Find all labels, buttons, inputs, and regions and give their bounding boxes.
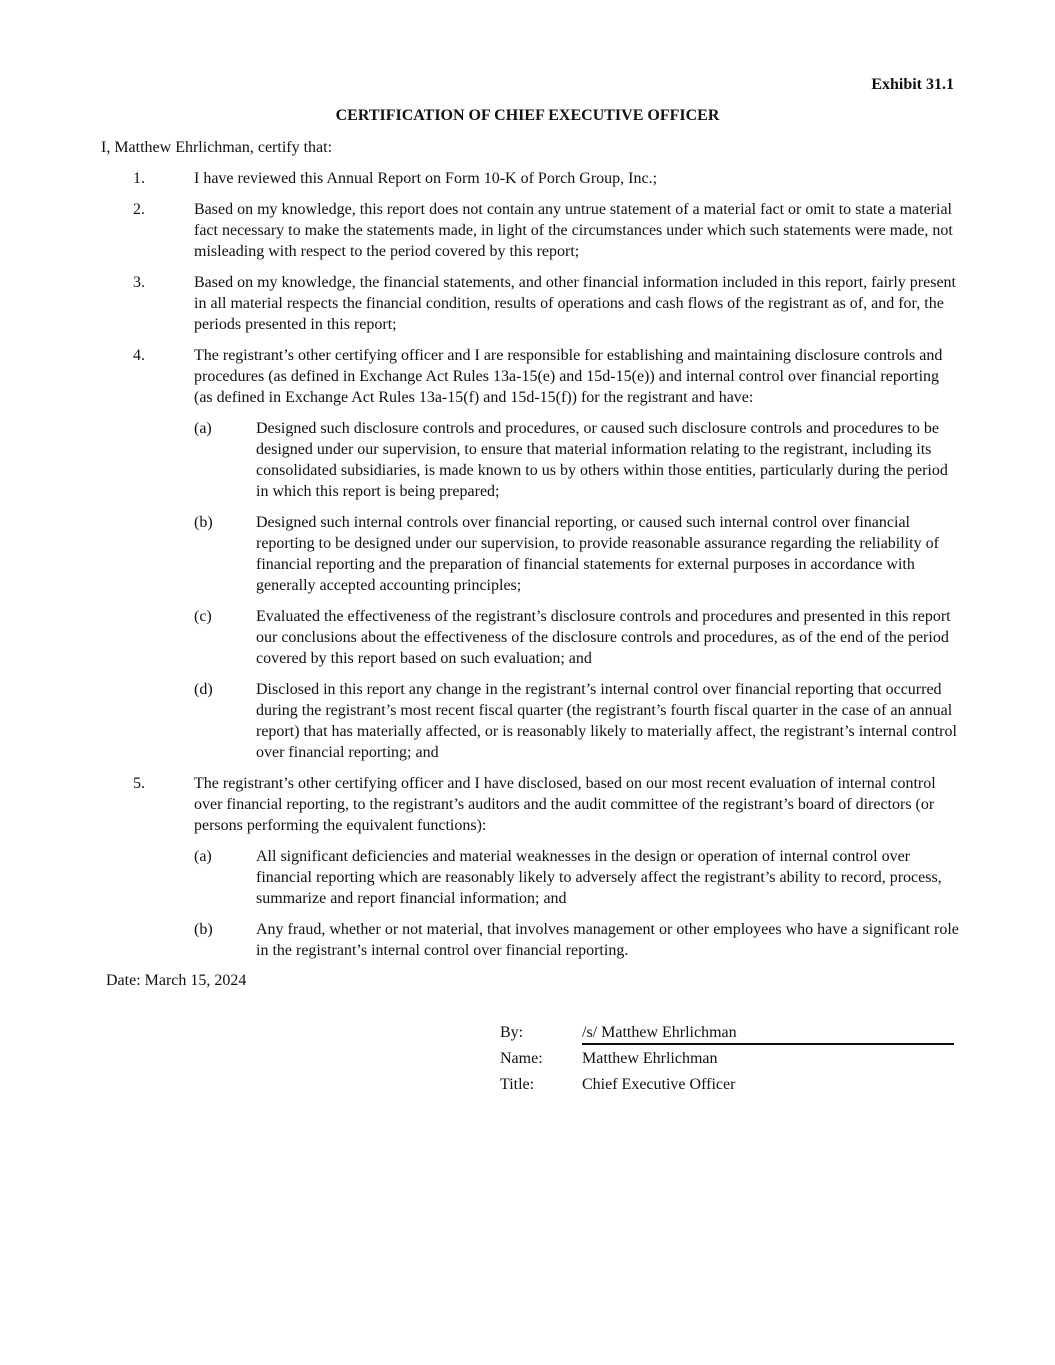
sub-item (194, 606, 961, 669)
certification-item (101, 345, 961, 763)
certification-item (101, 199, 961, 262)
signer-title: Chief Executive Officer (582, 1076, 736, 1093)
item-number: 5. (133, 775, 145, 792)
signature-date: Date: March 15, 2024 (106, 972, 247, 989)
sub-item (194, 512, 961, 596)
item-number: 3. (133, 274, 145, 291)
sub-item-marker: (b) (194, 514, 213, 531)
item-number: 2. (133, 201, 145, 218)
sub-item-marker: (a) (194, 848, 212, 865)
item-number: 1. (133, 170, 145, 187)
sub-item-text: All significant deficiencies and material weaknesses in the design or operation of internal control over financial reporting which are reasonably likely to adversely affect the registrant’s ability to record, process, summarize and report financial information; and (256, 848, 942, 907)
by-label: By: (500, 1024, 524, 1041)
certification-list (101, 168, 961, 971)
name-label: Name: (500, 1050, 543, 1067)
certification-item (101, 272, 961, 335)
signature-title-row (500, 1074, 954, 1100)
signature-by-row (500, 1022, 954, 1048)
sub-item (194, 679, 961, 763)
sub-item-text: Evaluated the effectiveness of the registrant’s disclosure controls and procedures and presented in this report our conclusions about the effectiveness of the disclosure controls and procedures, as of the end of the period covered by this report based on such evaluation; and (256, 608, 951, 667)
certification-item (101, 168, 961, 189)
document-title: CERTIFICATION OF CHIEF EXECUTIVE OFFICER (335, 107, 720, 124)
sub-item-text: Any fraud, whether or not material, that involves management or other employees who have a significant role in the registrant’s internal control over financial reporting. (256, 921, 959, 959)
item-number: 4. (133, 347, 145, 364)
item-text: The registrant’s other certifying officer and I have disclosed, based on our most recent evaluation of internal control over financial reporting, to the registrant’s auditors and the audit committee of the registrant’s board of directors (or persons performing the equivalent functions): (194, 775, 936, 834)
sub-item-text: Disclosed in this report any change in the registrant’s internal control over financial reporting that occurred during the registrant’s most recent fiscal quarter (the registrant’s fourth fiscal quarter in the case of an annual report) that has materially affected, or is reasonably likely to materially affect, the registrant’s internal control over financial reporting; and (256, 681, 957, 761)
sub-item-list (194, 418, 961, 763)
signature-block (500, 1022, 954, 1100)
item-text: Based on my knowledge, the financial statements, and other financial information included in this report, fairly present in all material respects the financial condition, results of operations and cash flows of the registrant as of, and for, the periods presented in this report; (194, 274, 956, 333)
title-label: Title: (500, 1076, 535, 1093)
signer-name: Matthew Ehrlichman (582, 1050, 718, 1067)
sub-item-marker: (c) (194, 608, 212, 625)
certification-item (101, 773, 961, 961)
sub-item-marker: (d) (194, 681, 213, 698)
signature-line: /s/ Matthew Ehrlichman (582, 1022, 954, 1045)
sub-item-text: Designed such internal controls over financial reporting, or caused such internal control over financial reporting to be designed under our supervision, to provide reasonable assurance regarding the reliability of financial reporting and the preparation of financial statements for external purposes in accordance with generally accepted accounting principles; (256, 514, 939, 594)
sub-item-marker: (a) (194, 420, 212, 437)
sub-item (194, 919, 961, 961)
sub-item (194, 418, 961, 502)
item-text: Based on my knowledge, this report does not contain any untrue statement of a material fact or omit to state a material fact necessary to make the statements made, in light of the circumstances under which such statements were made, not misleading with respect to the period covered by this report; (194, 201, 953, 260)
sub-item-text: Designed such disclosure controls and procedures, or caused such disclosure controls and procedures to be designed under our supervision, to ensure that material information relating to the registrant, including its consolidated subsidiaries, is made known to us by others within those entities, particularly during the period in which this report is being prepared; (256, 420, 948, 500)
sub-item-marker: (b) (194, 921, 213, 938)
signature-name-row (500, 1048, 954, 1074)
sub-item (194, 846, 961, 909)
sub-item-list (194, 846, 961, 961)
item-text: The registrant’s other certifying officer and I are responsible for establishing and maintaining disclosure controls and procedures (as defined in Exchange Act Rules 13a-15(e) and 15d-15(e)) and internal control over financial reporting (as defined in Exchange Act Rules 13a-15(f) and 15d-15(f)) for the registrant and have: (194, 347, 943, 406)
item-text: I have reviewed this Annual Report on Form 10-K of Porch Group, Inc.; (194, 170, 658, 187)
exhibit-number: Exhibit 31.1 (871, 76, 954, 93)
intro-statement: I, Matthew Ehrlichman, certify that: (101, 139, 333, 156)
